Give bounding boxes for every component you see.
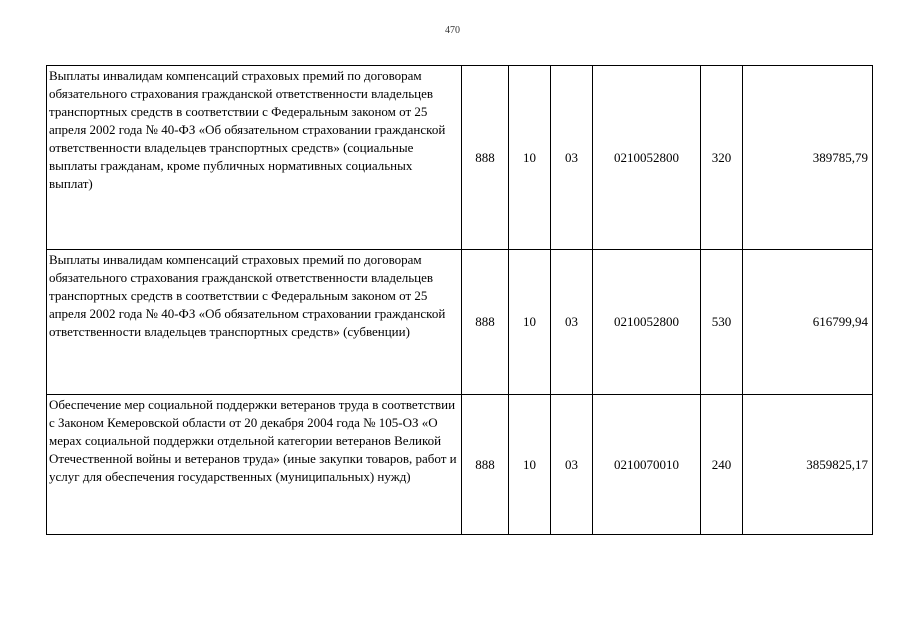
target-article-code: 0210052800 bbox=[593, 66, 701, 250]
department-code: 888 bbox=[462, 250, 509, 395]
row-description: Выплаты инвалидам компенсаций страховых премий по договорам обязательного страхования гражданской ответственности владельцев транспортных средств в соответствии с Федеральным законом от 25 апреля 2002 года № 40-ФЗ «Об обязательном страховании гражданской ответственности владельцев транспортных средств» (социальные выплаты гражданам, кроме публичных нормативных социальных выплат) bbox=[47, 66, 462, 250]
subsection-code: 03 bbox=[551, 250, 593, 395]
expense-type-code: 320 bbox=[701, 66, 743, 250]
budget-table bbox=[46, 65, 873, 535]
subsection-code: 03 bbox=[551, 66, 593, 250]
amount-value: 3859825,17 bbox=[743, 395, 873, 535]
section-code: 10 bbox=[509, 395, 551, 535]
subsection-code: 03 bbox=[551, 395, 593, 535]
row-description: Выплаты инвалидам компенсаций страховых премий по договорам обязательного страхования гражданской ответственности владельцев транспортных средств в соответствии с Федеральным законом от 25 апреля 2002 года № 40-ФЗ «Об обязательном страховании гражданской ответственности владельцев транспортных средств» (субвенции) bbox=[47, 250, 462, 395]
table-row bbox=[47, 395, 873, 535]
amount-value: 389785,79 bbox=[743, 66, 873, 250]
row-description: Обеспечение мер социальной поддержки ветеранов труда в соответствии с Законом Кемеровской области от 20 декабря 2004 года № 105-ОЗ «О мерах социальной поддержки отдельной категории ветеранов Великой Отечественной войны и ветеранов труда» (иные закупки товаров, работ и услуг для обеспечения государственных (муниципальных) нужд) bbox=[47, 395, 462, 535]
page-number: 470 bbox=[445, 25, 460, 36]
expense-type-code: 240 bbox=[701, 395, 743, 535]
target-article-code: 0210052800 bbox=[593, 250, 701, 395]
table-row bbox=[47, 66, 873, 250]
target-article-code: 0210070010 bbox=[593, 395, 701, 535]
section-code: 10 bbox=[509, 250, 551, 395]
expense-type-code: 530 bbox=[701, 250, 743, 395]
table-row bbox=[47, 250, 873, 395]
section-code: 10 bbox=[509, 66, 551, 250]
amount-value: 616799,94 bbox=[743, 250, 873, 395]
department-code: 888 bbox=[462, 66, 509, 250]
department-code: 888 bbox=[462, 395, 509, 535]
